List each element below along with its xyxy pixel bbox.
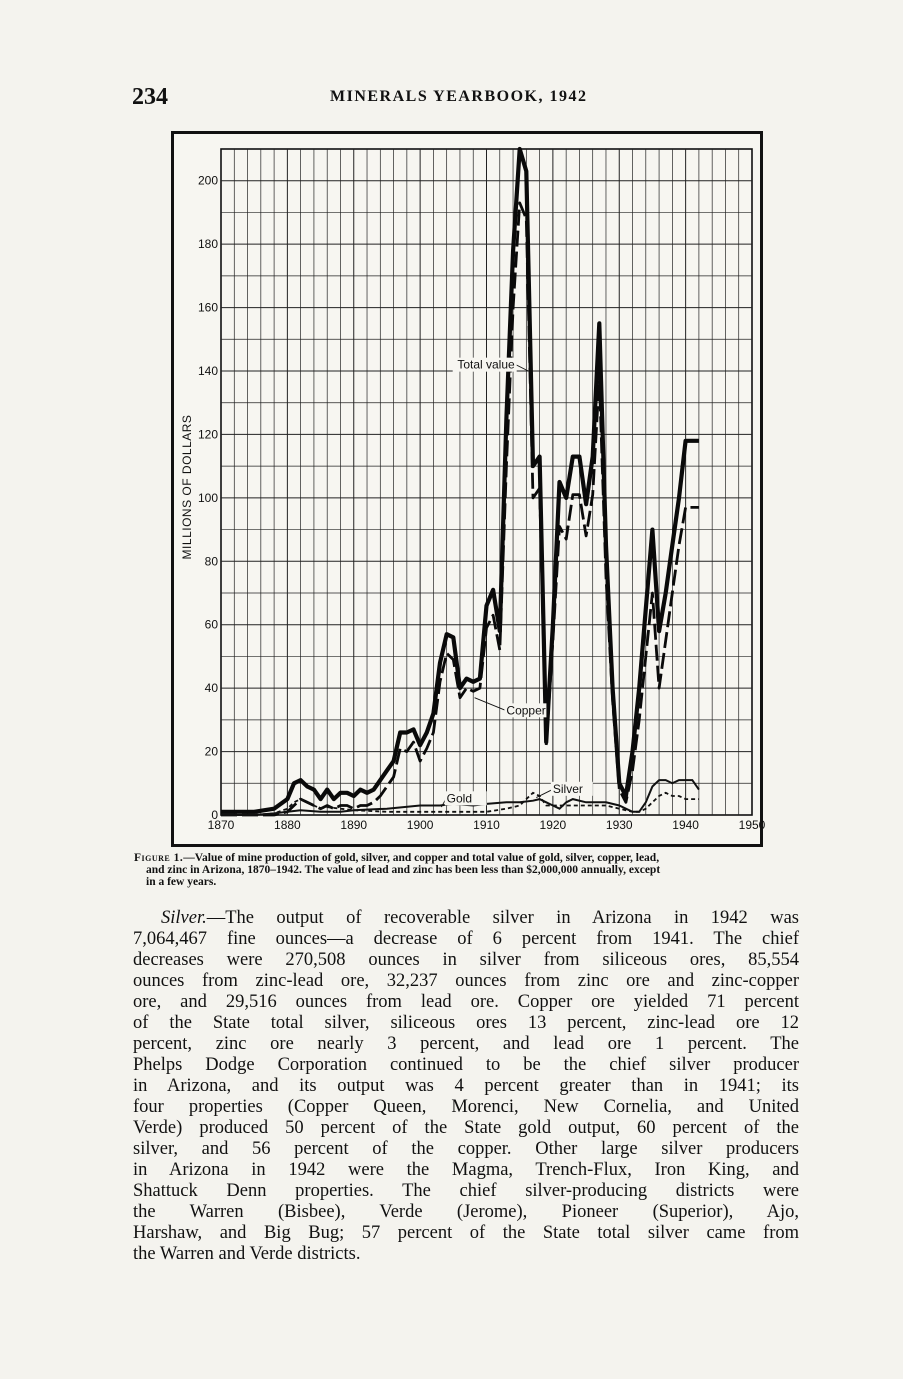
paragraph-line: Shattuck Denn properties. The chief silver-producing districts were <box>133 1181 799 1201</box>
y-tick-label: 0 <box>211 808 218 822</box>
y-tick-label: 80 <box>204 554 218 569</box>
section-lead-word: Silver. <box>161 908 207 928</box>
annotation-total-value: Total value <box>457 357 515 372</box>
annotation-leader <box>536 790 552 798</box>
x-tick-label: 1880 <box>274 818 301 832</box>
annotation-silver: Silver <box>552 781 583 796</box>
figure-frame <box>171 131 766 847</box>
x-tick-label: 1910 <box>473 818 500 832</box>
paragraph-line: 7,064,467 fine ounces—a decrease of 6 percent from 1941. The chief <box>133 929 799 949</box>
paragraph-line: Verde) produced 50 percent of the State gold output, 60 percent of the <box>133 1118 799 1138</box>
line-chart <box>174 134 766 844</box>
paragraph-line: in Arizona, and its output was 4 percent greater than in 1941; its <box>133 1076 799 1096</box>
x-tick-label: 1940 <box>672 818 699 832</box>
paragraph-line: the Warren and Verde districts. <box>133 1244 361 1264</box>
caption-label: Figure 1. <box>134 852 184 864</box>
y-tick-label: 20 <box>204 744 218 759</box>
paragraph-line: silver, and 56 percent of the copper. Other large silver producers <box>133 1139 799 1159</box>
y-axis-label: MILLIONS OF DOLLARS <box>180 414 194 560</box>
running-head: MINERALS YEARBOOK, 1942 <box>330 88 588 105</box>
annotation-copper: Copper <box>506 703 546 718</box>
paragraph-line: the Warren (Bisbee), Verde (Jerome), Pioneer (Superior), Ajo, <box>133 1202 799 1222</box>
paragraph-line: Phelps Dodge Corporation continued to be the chief silver producer <box>133 1055 799 1075</box>
page-number: 234 <box>132 84 168 110</box>
caption-line-3: in a few years. <box>146 876 217 888</box>
y-tick-label: 40 <box>204 681 218 696</box>
x-tick-label: 1870 <box>207 818 235 832</box>
annotation-gold: Gold <box>446 791 473 806</box>
paragraph-line: Silver.—The output of recoverable silver in Arizona in 1942 was <box>161 908 799 928</box>
paragraph-line: of the State total silver, siliceous ores 13 percent, zinc-lead ore 12 <box>133 1013 799 1033</box>
y-tick-label: 100 <box>197 490 218 505</box>
y-tick-label: 180 <box>197 237 218 252</box>
caption-line-1: —Value of mine production of gold, silver, and copper and total value of gold, silver, copper, lead, <box>183 852 660 864</box>
paragraph-line: Harshaw, and Big Bug; 57 percent of the State total silver came from <box>133 1223 799 1243</box>
y-tick-label: 60 <box>204 617 218 632</box>
annotation-leader <box>475 698 506 711</box>
y-tick-label: 140 <box>197 364 218 378</box>
paragraph-line: decreases were 270,508 ounces in silver from siliceous ores, 85,554 <box>133 950 799 970</box>
figure-caption <box>134 852 802 888</box>
paragraph-line: in Arizona in 1942 were the Magma, Trench-Flux, Iron King, and <box>133 1160 799 1180</box>
paragraph-line: ounces from zinc-lead ore, 32,237 ounces from zinc ore and zinc-copper <box>133 971 799 991</box>
paragraph-line: ore, and 29,516 ounces from lead ore. Copper ore yielded 71 percent <box>133 992 799 1012</box>
x-tick-label: 1930 <box>605 818 633 832</box>
y-tick-label: 160 <box>197 300 218 315</box>
x-tick-label: 1950 <box>738 818 766 832</box>
paragraph-line: four properties (Copper Queen, Morenci, New Cornelia, and United <box>133 1097 799 1117</box>
y-tick-label: 120 <box>197 427 218 442</box>
y-tick-label: 200 <box>197 173 218 188</box>
x-tick-label: 1900 <box>406 818 434 832</box>
x-tick-label: 1890 <box>340 818 368 832</box>
paragraph-line: percent, zinc ore nearly 3 percent, and lead ore 1 percent. The <box>133 1034 799 1054</box>
x-tick-label: 1920 <box>539 818 567 832</box>
silver-paragraph <box>133 908 799 1265</box>
caption-line-2: and zinc in Arizona, 1870–1942. The value of lead and zinc has been less than $2,000,000 annually, except <box>146 864 661 876</box>
